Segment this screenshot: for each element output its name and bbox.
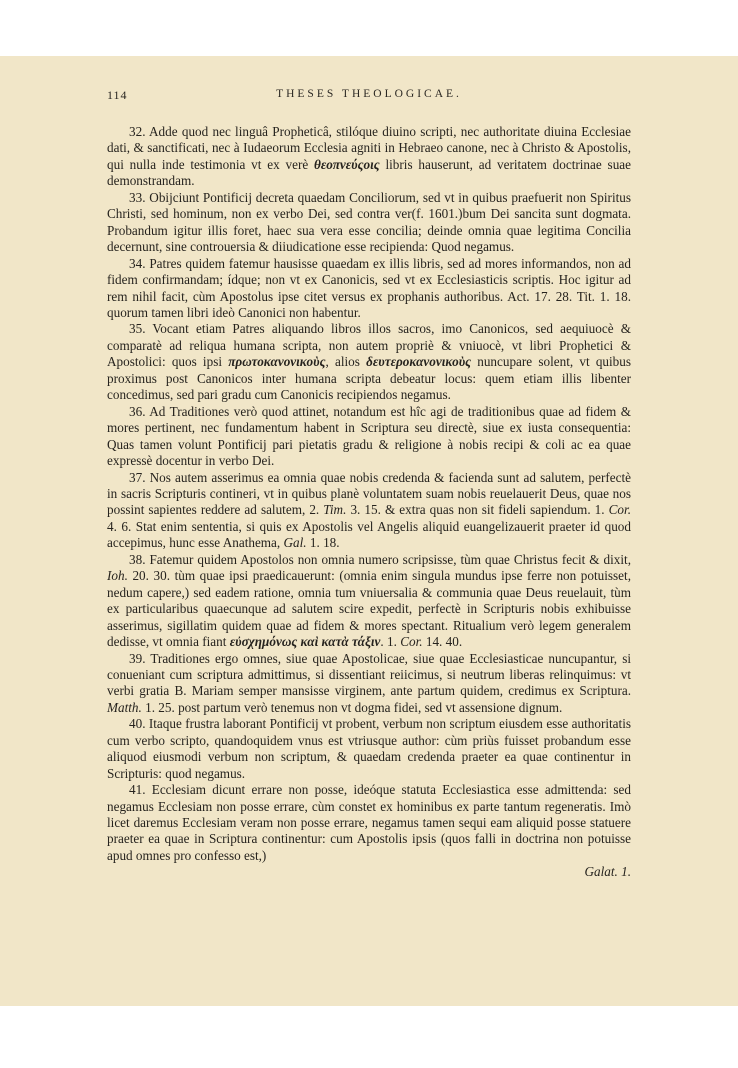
scripture-reference: Tim. (323, 502, 347, 518)
scripture-reference: Gal. (283, 535, 307, 551)
thesis-paragraph-34 (107, 256, 631, 322)
thesis-paragraph-38 (107, 552, 631, 651)
closing-reference: Galat. 1. (584, 864, 631, 880)
text-segment: nuncupare solent, vt quibus proximus post Canonicos inter humana scripta debeatur locus: quem etiam illis libenter concedimus, sed pari gradu cum Canonicis recipiendos negamus. (107, 354, 631, 403)
greek-phrase: δευτεροκανονικοὺς (366, 354, 472, 370)
text-segment: 4. 6. Stat enim sententia, si quis ex Apostolis vel Angelis aliquid euangelizauerit praeter id quod accepimus, hunc esse Anathema, (107, 518, 631, 551)
text-segment: 20. 30. tùm quae ipsi praedicauerunt: (omnia enim singula mundus ipse ferre non potuisset, nedum capere,) sed eadem ratione, omnia tum vniuersalia & communia quae Deus reuelauit, tùm ex particularibus quaecunque ad salutem scire expedit, perfectè in Scripturis nobis exhibuisse asserimus, sigillatim quidem quae ad fidem & mores spectant. Ritualium verò legem generalem dedisse, vt omnia fiant (107, 568, 631, 650)
thesis-paragraph-39 (107, 651, 631, 717)
running-title: THESES THEOLOGICAE. (276, 88, 462, 100)
greek-phrase: θεοπνεύςοις (314, 156, 380, 172)
thesis-paragraph-37 (107, 470, 631, 552)
text-segment: 37. Nos autem asserimus ea omnia quae nobis credenda & facienda sunt ad salutem, perfectè in sacris Scripturis contineri, vt in quibus planè voluntatem suam nobis reuelauerit Deus, quae nos possint sapientes reddere ad salutem, 2. (107, 469, 631, 518)
thesis-paragraph-33 (107, 190, 631, 256)
text-segment: 41. Ecclesiam dicunt errare non posse, ideóque statuta Ecclesiastica esse admittenda: sed negamus Ecclesiam non posse errare, cùm constet ex hominibus ex parte tantum regeneratis. Imò licet daremus Ecclesiam veram non posse errare, negamus tamen sequi eam aliquid posse statuere praeter ea quae in Scriptura continentur: cum Apostolis ipsis (quos falli in doctrina non potuisse apud omnes pro confesso est,) (107, 782, 631, 863)
text-segment: 39. Traditiones ergo omnes, siue quae Apostolicae, siue quae Ecclesiasticae nuncupantur, si conueniant cum scriptura admittimus, si dissentiant reiicimus, si neutrum liberas relinquimus: vt verbi gratia B. Mariam semper mansisse virginem, ante partum quidem, credimus ex Scriptura. (107, 650, 631, 699)
scripture-reference: Matth. (107, 699, 142, 715)
page (0, 56, 738, 1006)
text-segment: 3. 15. & extra quas non sit fideli sapiendum. 1. (346, 502, 609, 518)
text-segment: , alios (325, 354, 367, 370)
text-segment: 34. Patres quidem fatemur hausisse quaedam ex illis libris, sed ad mores informandos, non ad fidem confirmandam; ídque; non vt ex Canonicis, sed vt ex Ecclesiasticis scriptis. Hoc igitur ad rem nihil facit, cùm Apostolus ipse citet versus ex prophanis authoribus. Act. 17. 28. Tit. 1. 18. quorum tamen libri ideò Canonici non habentur. (107, 255, 631, 320)
page-header (107, 88, 631, 108)
thesis-paragraph-32 (107, 124, 631, 190)
greek-phrase: πρωτοκανονικοὺς (228, 354, 326, 370)
thesis-paragraph-40 (107, 716, 631, 782)
text-segment: 38. Fatemur quidem Apostolos non omnia numero scripsisse, tùm quae Christus fecit & dixit, (129, 551, 631, 567)
text-segment: 14. 40. (422, 634, 463, 650)
thesis-paragraph-41 (107, 782, 631, 864)
text-segment: 40. Itaque frustra laborant Pontificij vt probent, verbum non scriptum eiusdem esse authoritatis cum verbo scripto, quandoquidem vnus est vtriusque author: cùm priùs fuisset probandum esse aliquod eiusmodi verbum non scriptum, & quaedam credenda praeter ea quae continentur in Scripturis: quod negamus. (107, 716, 631, 781)
greek-phrase: εὐσχημόνως καὶ κατὰ τάξιν (229, 634, 381, 650)
text-segment: . 1. (380, 634, 401, 650)
page-number: 114 (107, 88, 128, 102)
scripture-reference: Cor. (400, 634, 423, 650)
text-segment: 1. 25. post partum verò tenemus non vt dogma fidei, sed vt assensione dignum. (141, 699, 563, 715)
scripture-reference: Ioh. (107, 568, 128, 584)
thesis-paragraph-36 (107, 404, 631, 470)
scripture-reference: Cor. (608, 502, 631, 518)
text-segment: libris hauserunt, ad veritatem doctrinae suae demonstrandam. (107, 156, 631, 189)
text-segment: 32. Adde quod nec linguâ Propheticâ, stilóque diuino scripti, nec authoritate diuina Ecclesiae dati, & sanctificati, nec à Iudaeorum Ecclesia agniti in Hebraeo canone, nec à Christo & Apostolis, qui nulla inde testimonia vt ex verè (107, 124, 631, 172)
text-segment: 33. Obijciunt Pontificij decreta quaedam Conciliorum, sed vt in quibus praefuerit non Spiritus Christi, sed hominum, non ex verbo Dei, sed contra ver(f. 1601.)bum Dei sancita sunt dogmata. Probandum igitur illis foret, haec sua vera esse concilia; deinde omnia quae legitima Concilia decernunt, sine controuersia & diiudicatione esse recipienda: Quod negamus. (107, 189, 631, 255)
body-text (107, 124, 631, 881)
text-segment: 36. Ad Traditiones verò quod attinet, notandum est hîc agi de traditionibus quae ad fidem & mores pertinent, nec fundamentum habent in Scriptura seu directè, siue ex iusta consequentia: Quas tamen volunt Pontificij pari pietatis gradu & religione à nobis recipi & coli ac ea quae expressè docentur in verbo Dei. (107, 403, 631, 469)
thesis-paragraph-35 (107, 321, 631, 403)
text-segment: 35. Vocant etiam Patres aliquando libros illos sacros, imo Canonicos, sed aequiuocè & comparatè ad reliqua humana scripta, non autem propriè & vniuocè, vt libri Prophetici & Apostolici: quos ipsi (107, 321, 631, 370)
text-segment: 1. 18. (306, 535, 340, 551)
